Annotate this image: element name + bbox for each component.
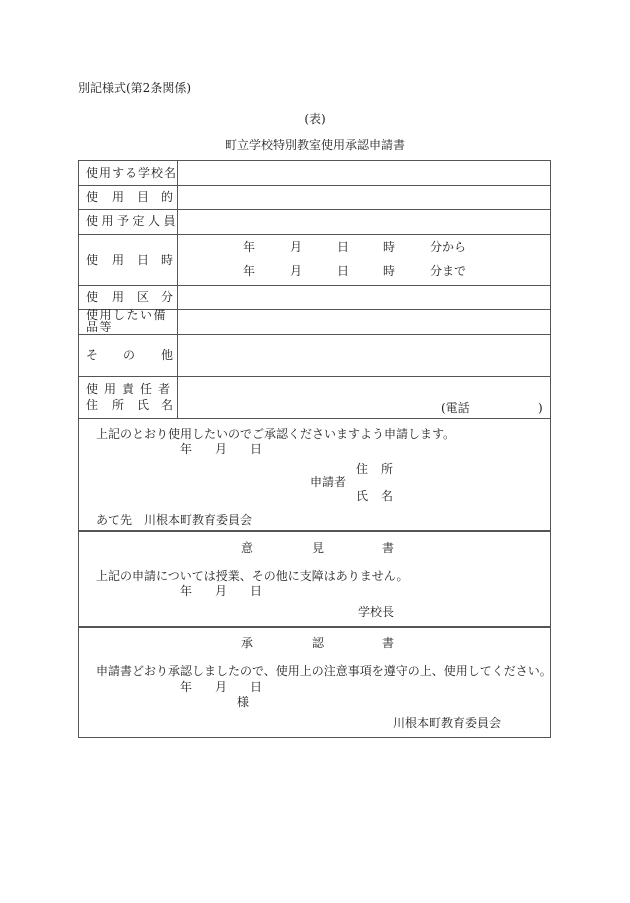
form-reference: 別記様式(第2条関係) (78, 81, 191, 95)
page-title: 町立学校特別教室使用承認申請書 (224, 138, 405, 152)
planned-count-label: 使用予定人員 (86, 214, 180, 228)
opinion-statement: 上記の申請については授業、その他に支障はありません。 (96, 569, 409, 583)
addressee: あて先 川根本町教育委員会 (96, 513, 253, 527)
approval-honorific: 様 (237, 695, 250, 709)
application-statement: 上記のとおり使用したいのでご承認くださいますよう申請します。 (96, 427, 456, 441)
approval-statement: 申請書どおり承認しましたので、使用上の注意事項を遵守の上、使用してください。 (96, 664, 552, 678)
school-name-label: 使用する学校名 (86, 166, 178, 180)
board-signature: 川根本町教育委員会 (393, 716, 502, 730)
phone-close: ) (538, 401, 543, 415)
principal-signature: 学校長 (358, 605, 395, 619)
responsible-person-label: 使用責任者 (86, 382, 177, 396)
equipment-label: 使用したい備品等 (86, 308, 168, 334)
side-label: (表) (304, 112, 326, 126)
applicant-label: 申請者 (310, 475, 347, 489)
phone-label: (電話 (441, 401, 470, 415)
